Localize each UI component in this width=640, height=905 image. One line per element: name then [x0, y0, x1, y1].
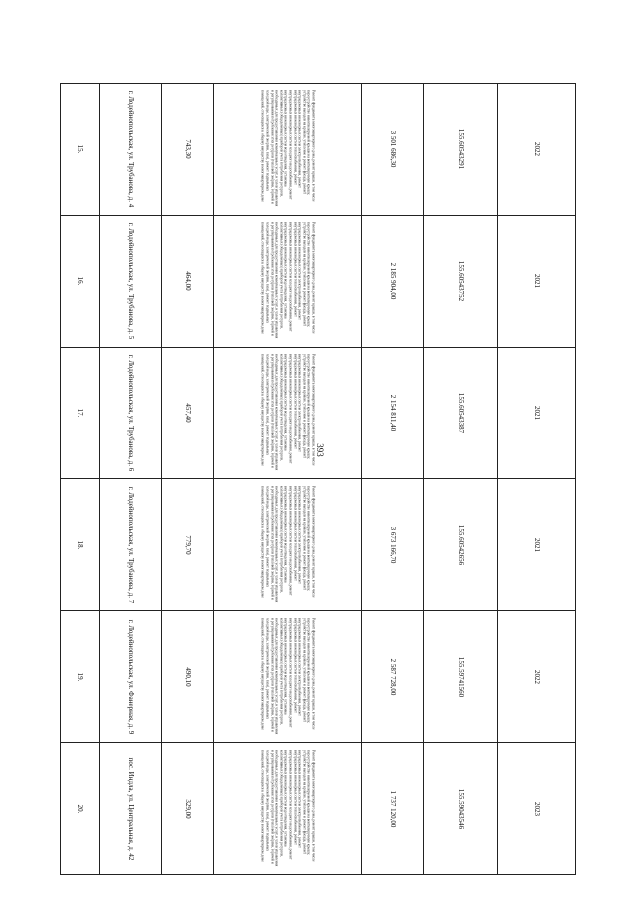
work-description-cell — [213, 479, 361, 610]
year-cell-text: 2022 — [532, 142, 541, 157]
row-number — [61, 743, 99, 874]
year-cell — [497, 479, 575, 610]
table-row — [61, 610, 575, 742]
table-row — [61, 742, 575, 874]
cost-cell-text: 2 185 904,00 — [388, 262, 397, 300]
address-cell-text: г. Лодейнопольская, ул. Трубанова, д. 5 — [126, 222, 135, 340]
row-number-text: 20. — [76, 804, 84, 813]
row-number — [61, 479, 99, 610]
area-cell-text: 464,00 — [183, 271, 192, 291]
year-cell — [497, 84, 575, 215]
address-cell-text: г. Лодейнопольская, ул. Трубанова, д. 7 — [126, 486, 135, 604]
row-number — [61, 216, 99, 347]
work-description-cell — [213, 84, 361, 215]
unit-price-cell-text: 155.59043546 — [456, 788, 465, 829]
area-cell — [161, 743, 213, 874]
year-cell-text: 2022 — [532, 669, 541, 684]
row-number — [61, 348, 99, 479]
table-row — [61, 347, 575, 479]
cost-cell — [361, 84, 423, 215]
address-cell-text: г. Лодейнопольская, ул. Трубанова, д. 6 — [126, 354, 135, 472]
row-number — [61, 84, 99, 215]
address-cell — [99, 84, 161, 215]
cost-cell — [361, 348, 423, 479]
work-description-cell-text: Ремонт фундамента многоквартирного дома, ремонт крыши, в том числе переустройство невентилируемой крыши на вентилируемую крышу, устройство выходов на кровлю, утепление и ремонт фасада, ремонт внутридомовых инженерных систем электроснабжения, ремонт внутридомовых инженерных систем теплоснабжения, ремонт внутридомовых инженерных систем холодного водоснабжения, ремонт внутридомовых инженерных систем водоотведения, установка коллективных (общедомовых) приборов учета потребления ресурсов, необходимых для предоставления коммунальных услуг, и узлов управления и регулирования потребления этих ресурсов (тепловой энергии, горячей и холодной воды, электрической энергии, газа), ремонт подвальных помещений, относящихся к общему имуществу в многоквартирном доме — [260, 90, 316, 207]
address-cell-text: г. Лодейнопольская, ул. Трубанова, д. 4 — [126, 91, 135, 208]
year-cell-text: 2023 — [532, 801, 541, 816]
unit-price-cell-text: 155.60543752 — [456, 261, 465, 302]
capital-repair-table — [60, 83, 576, 875]
unit-price-cell-text: 155.60543291 — [456, 129, 465, 170]
table-row — [61, 84, 575, 215]
work-description-cell-text: Ремонт фундамента многоквартирного дома, ремонт крыши, в том числе переустройство невентилируемой крыши на вентилируемую крышу, устройство выходов на кровлю, утепление и ремонт фасада, ремонт внутридомовых инженерных систем электроснабжения, ремонт внутридомовых инженерных систем теплоснабжения, ремонт внутридомовых инженерных систем холодного водоснабжения, ремонт внутридомовых инженерных систем водоотведения, установка коллективных (общедомовых) приборов учета потребления ресурсов, необходимых для предоставления коммунальных услуг, и узлов управления и регулирования потребления этих ресурсов (тепловой энергии, горячей и холодной воды, электрической энергии, газа), ремонт подвальных помещений, относящихся к общему имуществу в многоквартирном доме — [260, 749, 316, 866]
address-cell — [99, 743, 161, 874]
area-cell-text: 490,10 — [183, 667, 192, 687]
cost-cell-text: 3 501 686,30 — [388, 131, 397, 168]
row-number-text: 17. — [76, 408, 84, 418]
row-number-text: 15. — [76, 145, 84, 154]
year-cell — [497, 216, 575, 347]
cost-cell — [361, 216, 423, 347]
unit-price-cell-text: 155.59741560 — [456, 656, 465, 697]
year-cell — [497, 348, 575, 479]
address-cell-text: пос. Индла, ул. Центральная, д. 42 — [126, 757, 135, 860]
work-description-cell-text: Ремонт фундамента многоквартирного дома, ремонт крыши, в том числе переустройство невентилируемой крыши на вентилируемую крышу, устройство выходов на кровлю, утепление и ремонт фасада, ремонт внутридомовых инженерных систем электроснабжения, ремонт внутридомовых инженерных систем теплоснабжения, ремонт внутридомовых инженерных систем холодного водоснабжения, ремонт внутридомовых инженерных систем водоотведения, установка коллективных (общедомовых) приборов учета потребления ресурсов, необходимых для предоставления коммунальных услуг, и узлов управления и регулирования потребления этих ресурсов (тепловой энергии, горячей и холодной воды, электрической энергии, газа), ремонт подвальных помещений, относящихся к общему имуществу в многоквартирном доме — [260, 617, 316, 734]
unit-price-cell — [423, 216, 497, 347]
area-cell — [161, 479, 213, 610]
row-number-text: 16. — [76, 276, 84, 286]
area-cell-text: 779,70 — [183, 535, 192, 555]
page-number: 393 — [315, 443, 325, 457]
unit-price-cell — [423, 348, 497, 479]
cost-cell — [361, 743, 423, 874]
area-cell — [161, 348, 213, 479]
year-cell-text: 2021 — [532, 274, 541, 289]
cost-cell — [361, 479, 423, 610]
address-cell-text: г. Лодейнопольская, ул. Фанерная, д. 9 — [126, 619, 135, 734]
unit-price-cell-text: 155.60543387 — [456, 392, 465, 434]
address-cell — [99, 348, 161, 479]
cost-cell-text: 2 587 728,00 — [388, 658, 397, 696]
address-cell — [99, 611, 161, 742]
row-number-text: 18. — [76, 540, 84, 550]
area-cell-text: 743,30 — [183, 139, 192, 160]
unit-price-cell — [423, 84, 497, 215]
unit-price-cell — [423, 611, 497, 742]
area-cell — [161, 611, 213, 742]
work-description-cell — [213, 216, 361, 347]
cost-cell-text: 2 154 811,40 — [388, 394, 397, 432]
cost-cell-text: 3 673 166,70 — [388, 526, 397, 564]
area-cell — [161, 216, 213, 347]
cost-cell — [361, 611, 423, 742]
unit-price-cell-text: 155.60542656 — [456, 524, 465, 566]
year-cell — [497, 743, 575, 874]
row-number-text: 19. — [76, 672, 84, 682]
area-cell-text: 457,40 — [183, 403, 192, 423]
row-number — [61, 611, 99, 742]
work-description-cell — [213, 611, 361, 742]
area-cell-text: 329,00 — [183, 798, 192, 819]
area-cell — [161, 84, 213, 215]
work-description-cell-text: Ремонт фундамента многоквартирного дома, ремонт крыши, в том числе переустройство невентилируемой крыши на вентилируемую крышу, устройство выходов на кровлю, утепление и ремонт фасада, ремонт внутридомовых инженерных систем электроснабжения, ремонт внутридомовых инженерных систем теплоснабжения, ремонт внутридомовых инженерных систем холодного водоснабжения, ремонт внутридомовых инженерных систем водоотведения, установка коллективных (общедомовых) приборов учета потребления ресурсов, необходимых для предоставления коммунальных услуг, и узлов управления и регулирования потребления этих ресурсов (тепловой энергии, горячей и холодной воды, электрической энергии, газа), ремонт подвальных помещений, относящихся к общему имуществу в многоквартирном доме — [260, 485, 316, 603]
year-cell — [497, 611, 575, 742]
table-row — [61, 215, 575, 347]
address-cell — [99, 479, 161, 610]
table-row — [61, 478, 575, 610]
unit-price-cell — [423, 479, 497, 610]
year-cell-text: 2021 — [532, 406, 541, 421]
work-description-cell — [213, 743, 361, 874]
year-cell-text: 2021 — [532, 537, 541, 552]
work-description-cell — [213, 348, 361, 479]
unit-price-cell — [423, 743, 497, 874]
address-cell — [99, 216, 161, 347]
work-description-cell-text: Ремонт фундамента многоквартирного дома, ремонт крыши, в том числе переустройство невентилируемой крыши на вентилируемую крышу, устройство выходов на кровлю, утепление и ремонт фасада, ремонт внутридомовых инженерных систем электроснабжения, ремонт внутридомовых инженерных систем теплоснабжения, ремонт внутридомовых инженерных систем холодного водоснабжения, ремонт внутридомовых инженерных систем водоотведения, установка коллективных (общедомовых) приборов учета потребления ресурсов, необходимых для предоставления коммунальных услуг, и узлов управления и регулирования потребления этих ресурсов (тепловой энергии, горячей и холодной воды, электрической энергии, газа), ремонт подвальных помещений, относящихся к общему имуществу в многоквартирном доме — [260, 354, 316, 471]
work-description-cell-text: Ремонт фундамента многоквартирного дома, ремонт крыши, в том числе переустройство невентилируемой крыши на вентилируемую крышу, устройство выходов на кровлю, утепление и ремонт фасада, ремонт внутридомовых инженерных систем электроснабжения, ремонт внутридомовых инженерных систем теплоснабжения, ремонт внутридомовых инженерных систем холодного водоснабжения, ремонт внутридомовых инженерных систем водоотведения, установка коллективных (общедомовых) приборов учета потребления ресурсов, необходимых для предоставления коммунальных услуг, и узлов управления и регулирования потребления этих ресурсов (тепловой энергии, горячей и холодной воды, электрической энергии, газа), ремонт подвальных помещений, относящихся к общему имуществу в многоквартирном доме — [260, 222, 316, 339]
cost-cell-text: 1 737 120,00 — [388, 790, 397, 827]
